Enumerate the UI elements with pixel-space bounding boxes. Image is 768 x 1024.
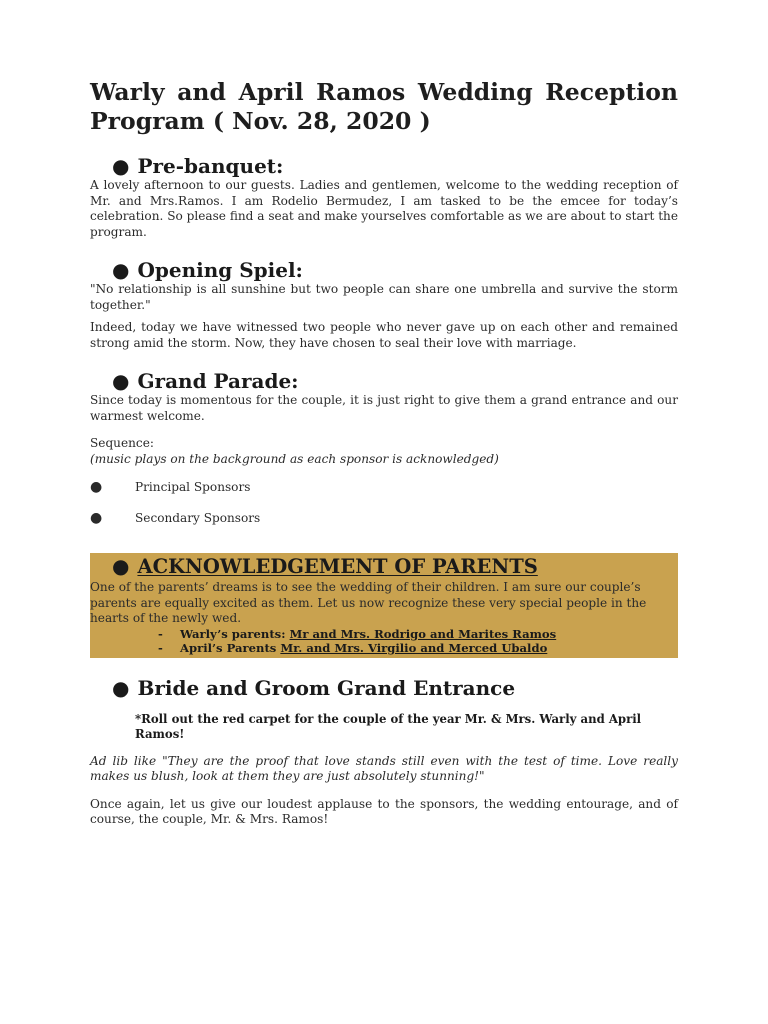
parents-list — [90, 627, 678, 655]
bullet-icon: ● — [90, 478, 103, 495]
parents-names: Mr and Mrs. Rodrigo and Marites Ramos — [289, 626, 557, 641]
section-heading-grand-entrance — [90, 676, 678, 700]
section-heading-text: ACKNOWLEDGEMENT OF PARENTS — [137, 555, 538, 578]
section-heading-prebanquet — [90, 154, 678, 178]
section-heading-grand-parade — [90, 369, 678, 393]
list-item-text: Secondary Sponsors — [135, 510, 261, 525]
closing-paragraph: Once again, let us give our loudest applause to the sponsors, the wedding entourage, and of course, the couple, Mr. & Mrs. Ramos! — [90, 796, 678, 826]
prebanquet-paragraph: A lovely afternoon to our guests. Ladies and gentlemen, welcome to the wedding reception of Mr. and Mrs.Ramos. I am Rodelio Bermudez, I am tasked to be the emcee for today’s celebration. So please find a seat and make yourselves comfortable as we are about to start the program. — [90, 178, 678, 239]
parents-paragraph: One of the parents’ dreams is to see the wedding of their children. I am sure our couple’s parents are equally excited as them. Let us now recognize these very special people in the hearts of the newly wed. — [90, 580, 647, 625]
section-heading-acknowledgement — [90, 553, 678, 580]
parade-paragraph: Since today is momentous for the couple, it is just right to give them a grand entrance and our warmest welcome. — [90, 393, 678, 423]
sequence-note: (music plays on the background as each sponsor is acknowledged) — [90, 451, 499, 466]
parents-names: Mr. and Mrs. Virgilio and Merced Ubaldo — [280, 640, 548, 655]
section-heading-text: Bride and Groom Grand Entrance — [137, 675, 516, 700]
opening-quote-paragraph: "No relationship is all sunshine but two people can share one umbrella and survive the storm together." — [90, 282, 678, 312]
parents-label: April’s Parents — [180, 640, 281, 655]
bullet-icon: ● — [90, 509, 103, 526]
dash-marker: - — [158, 626, 163, 641]
list-item — [90, 502, 678, 533]
section-heading-opening-spiel — [90, 258, 678, 282]
dash-marker: - — [158, 640, 163, 655]
list-item — [90, 641, 678, 655]
section-heading-text: Pre-banquet: — [137, 154, 284, 178]
sequence-label: Sequence: — [90, 436, 154, 450]
adlib-paragraph: Ad lib like "They are the proof that love stands still even with the test of time. Love really makes us blush, look at them they are just absolutely stunning!" — [90, 753, 678, 783]
sponsor-list — [90, 471, 678, 533]
parents-label: Warly’s parents: — [180, 626, 290, 641]
opening-body-paragraph: Indeed, today we have witnessed two people who never gave up on each other and remained strong amid the storm. Now, they have chosen to seal their love with marriage. — [90, 320, 678, 350]
bullet-icon: ● — [112, 675, 130, 700]
section-heading-text: Grand Parade: — [137, 369, 299, 393]
parents-highlight-block — [90, 553, 678, 658]
bullet-icon: ● — [112, 369, 130, 393]
bullet-icon: ● — [112, 258, 130, 282]
entrance-instruction: *Roll out the red carpet for the couple of the year Mr. & Mrs. Warly and April Ramos! — [135, 711, 642, 741]
section-heading-text: Opening Spiel: — [137, 258, 303, 282]
list-item — [90, 627, 678, 641]
list-item — [90, 471, 678, 502]
bullet-icon: ● — [112, 154, 130, 178]
bullet-icon: ● — [112, 554, 130, 578]
document-title: Warly and April Ramos Wedding Reception Program ( Nov. 28, 2020 ) — [90, 78, 678, 135]
list-item-text: Principal Sponsors — [135, 479, 251, 494]
